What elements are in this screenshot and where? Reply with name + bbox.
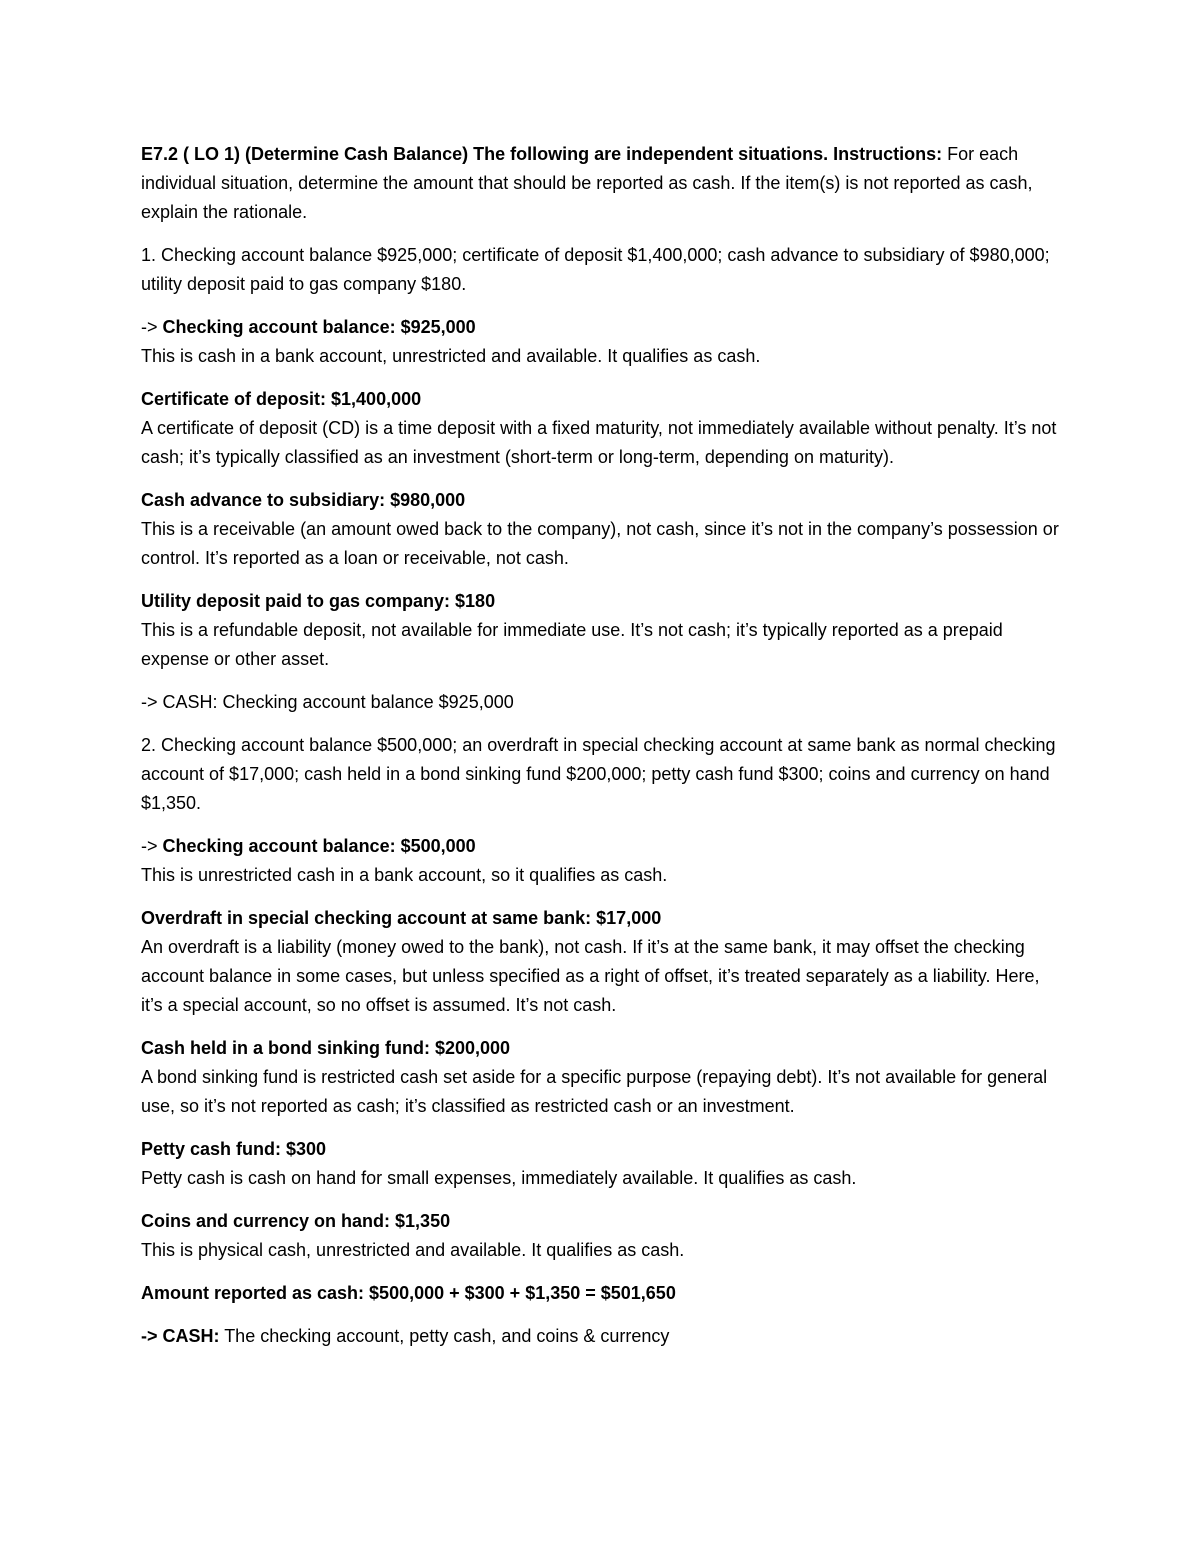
situation-1-item: [141, 486, 1061, 573]
situation-1-conclusion: -> CASH: Checking account balance $925,000: [141, 692, 514, 712]
item-explanation: This is a receivable (an amount owed back to the company), not cash, since it’s not in the company’s possession or control. It’s reported as a loan or receivable, not cash.: [141, 519, 1059, 568]
situation-2-item: [141, 1135, 1061, 1193]
situation-1-prompt: 1. Checking account balance $925,000; certificate of deposit $1,400,000; cash advance to subsidiary of $980,000; utility deposit paid to gas company $180.: [141, 245, 1050, 294]
situation-2-item: [141, 1034, 1061, 1121]
situation-2-item: [141, 904, 1061, 1020]
instructions-text-end: the item(s) is not reported as cash, explain the rationale.: [141, 173, 1033, 222]
situation-1-item: [141, 587, 1061, 674]
item-explanation: This is cash in a bank account, unrestricted and available. It qualifies as cash.: [141, 346, 761, 366]
item-heading: [141, 832, 1061, 861]
exercise-title: E7.2 ( LO 1) (Determine Cash Balance) The following are independent situations. Instructions:: [141, 144, 943, 164]
item-explanation: This is physical cash, unrestricted and available. It qualifies as cash.: [141, 1240, 685, 1260]
item-heading: Overdraft in special checking account at same bank: $17,000: [141, 908, 662, 928]
situation-2-prompt: 2. Checking account balance $500,000; an overdraft in special checking account at same bank as normal checking account of $17,000; cash held in a bond sinking fund $200,000; petty cash fund $300; coins and currency on hand $1,350.: [141, 735, 1056, 813]
item-heading-text: Checking account balance: $925,000: [162, 317, 476, 337]
item-explanation: This is unrestricted cash in a bank account, so it qualifies as cash.: [141, 865, 668, 885]
item-heading: Cash held in a bond sinking fund: $200,000: [141, 1038, 511, 1058]
item-heading: Cash advance to subsidiary: $980,000: [141, 490, 466, 510]
situation-1-item: [141, 313, 1061, 371]
arrow-prefix: ->: [141, 317, 163, 337]
situation-2-item: [141, 1207, 1061, 1265]
item-explanation: This is a refundable deposit, not available for immediate use. It’s not cash; it’s typically reported as a prepaid expense or other asset.: [141, 620, 1003, 669]
instructions-text: For each individual situation, determine the amount that should be reported as cash.: [141, 144, 1019, 193]
item-heading: Petty cash fund: $300: [141, 1139, 327, 1159]
amount-reported-line: Amount reported as cash: $500,000 + $300 + $1,350 = $501,650: [141, 1283, 676, 1303]
document-page: [141, 140, 1061, 1365]
situation-1-item: [141, 385, 1061, 472]
item-explanation: A certificate of deposit (CD) is a time deposit with a fixed maturity, not immediately available without penalty. It’s not cash; it’s typically classified as an investment (short-term or long-term, depending on maturity).: [141, 418, 1057, 467]
conclusion-text: The checking account, petty cash, and coins & currency: [219, 1326, 670, 1346]
arrow-prefix: ->: [141, 836, 163, 856]
item-heading: [141, 313, 1061, 342]
item-explanation: A bond sinking fund is restricted cash set aside for a specific purpose (repaying debt). It’s not available for general use, so it’s not reported as cash; it’s classified as restricted cash or an investment.: [141, 1067, 1048, 1116]
item-heading: Certificate of deposit: $1,400,000: [141, 389, 422, 409]
item-heading: Utility deposit paid to gas company: $180: [141, 591, 496, 611]
item-explanation: An overdraft is a liability (money owed to the bank), not cash. If it’s at the same bank, it may offset the checking account balance in some cases, but unless specified as a right of offset, it’s treated separately as a liability. Here, it’s a special account, so no offset is assumed. It’s not cash.: [141, 937, 1040, 1015]
item-explanation: Petty cash is cash on hand for small expenses, immediately available. It qualifies as cash.: [141, 1168, 857, 1188]
item-heading: Coins and currency on hand: $1,350: [141, 1211, 451, 1231]
item-heading-text: Checking account balance: $500,000: [162, 836, 476, 856]
intro-paragraph: [141, 140, 1061, 227]
situation-2-item: [141, 832, 1061, 890]
conclusion-label: -> CASH:: [141, 1326, 220, 1346]
instructions-if: If: [740, 173, 751, 193]
situation-2-conclusion: [141, 1322, 1061, 1351]
